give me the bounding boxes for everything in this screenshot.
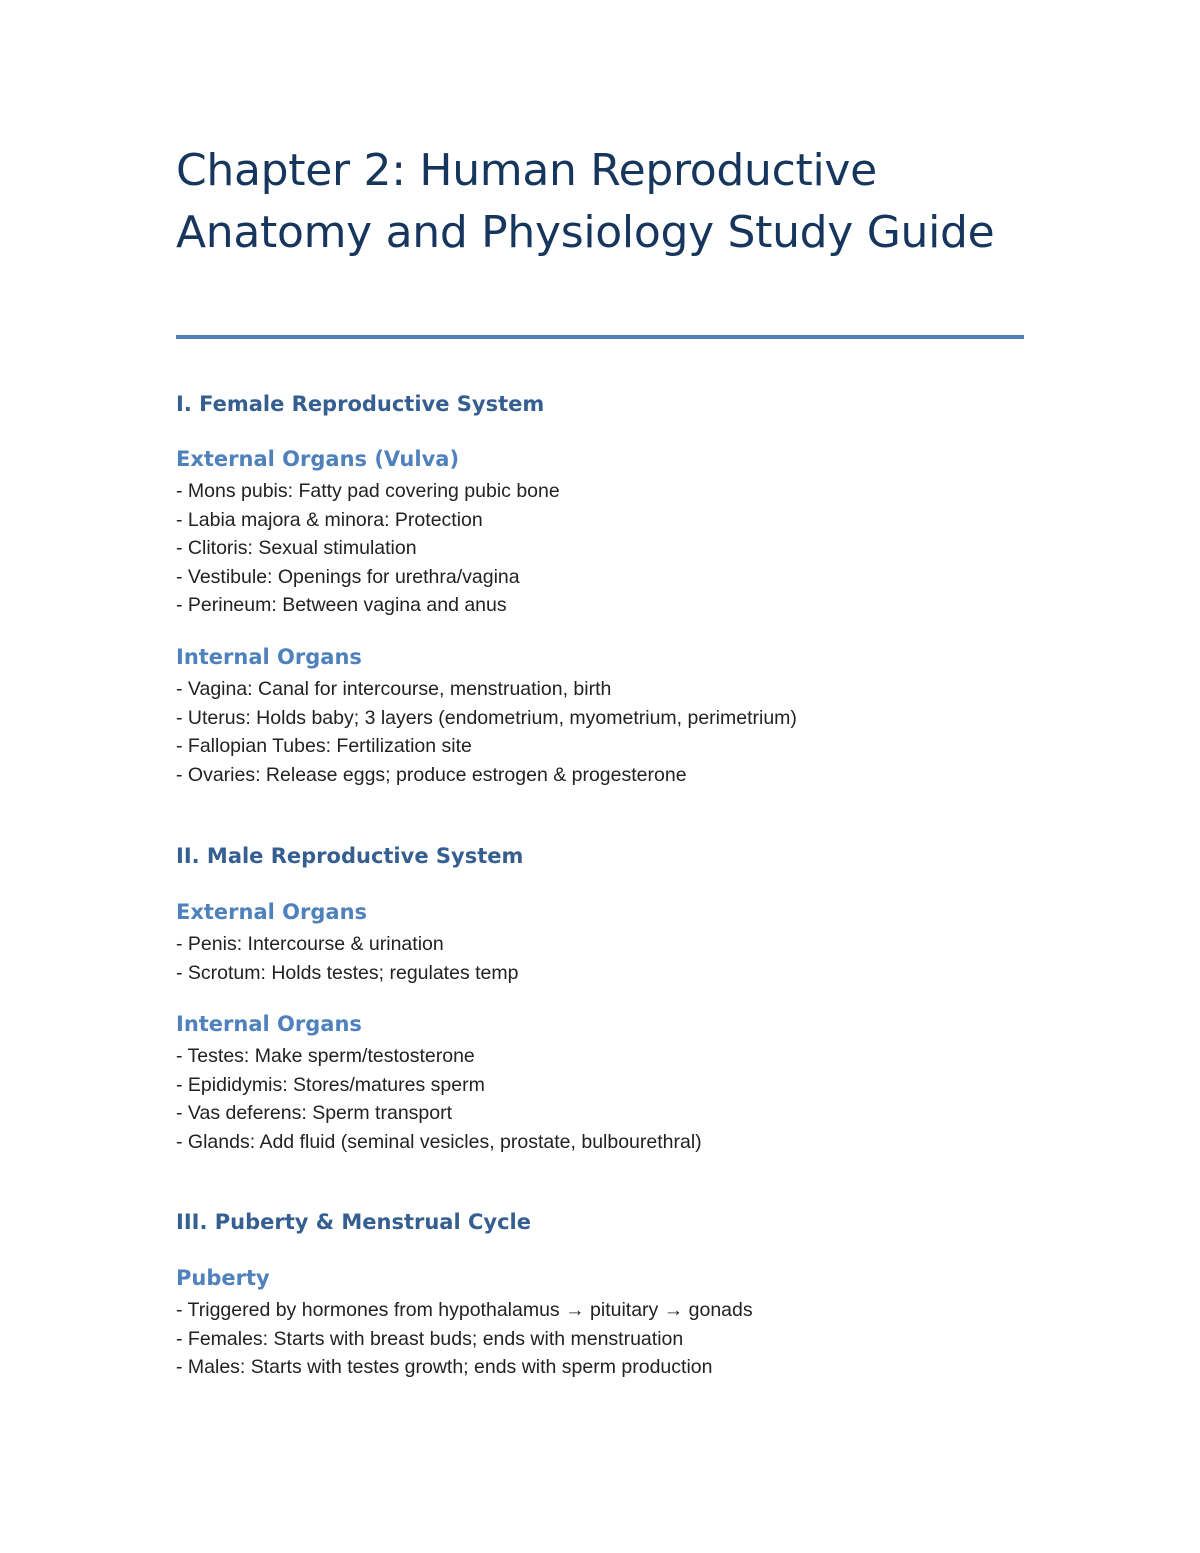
list-item: - Labia majora & minora: Protection — [176, 508, 483, 531]
section-heading-puberty: III. Puberty & Menstrual Cycle — [176, 1210, 531, 1234]
list-item: - Testes: Make sperm/testosterone — [176, 1045, 475, 1067]
list-item: - Penis: Intercourse & urination — [176, 933, 444, 955]
list-item: - Males: Starts with testes growth; ends with sperm production — [176, 1356, 713, 1379]
subheading-male-internal: Internal Organs — [176, 1012, 362, 1036]
list-item: - Scrotum: Holds testes; regulates temp — [176, 961, 519, 984]
subheading-puberty: Puberty — [176, 1266, 270, 1290]
list-item: - Vestibule: Openings for urethra/vagina — [176, 565, 520, 588]
title-underline — [176, 335, 1024, 339]
list-item: - Epididymis: Stores/matures sperm — [176, 1073, 485, 1096]
subheading-female-external: External Organs (Vulva) — [176, 447, 460, 471]
list-item: - Perineum: Between vagina and anus — [176, 594, 507, 617]
list-puberty — [176, 1296, 753, 1382]
list-item: - Mons pubis: Fatty pad covering pubic bone — [176, 480, 560, 502]
subheading-male-external: External Organs — [176, 900, 368, 924]
list-item: - Fallopian Tubes: Fertilization site — [176, 735, 472, 758]
list-male-internal — [176, 1042, 702, 1156]
list-item: - Uterus: Holds baby; 3 layers (endometrium, myometrium, perimetrium) — [176, 706, 797, 729]
section-heading-male: II. Male Reproductive System — [176, 844, 524, 868]
list-female-external — [176, 477, 560, 620]
list-female-internal — [176, 675, 797, 789]
list-item: - Ovaries: Release eggs; produce estrogen & progesterone — [176, 763, 687, 786]
list-item: - Females: Starts with breast buds; ends with menstruation — [176, 1327, 684, 1350]
list-item: - Clitoris: Sexual stimulation — [176, 537, 417, 560]
page-title: Chapter 2: Human Reproductive Anatomy and Physiology Study Guide — [176, 145, 995, 258]
subheading-female-internal: Internal Organs — [176, 645, 362, 669]
list-male-external — [176, 930, 518, 987]
list-item: - Vagina: Canal for intercourse, menstruation, birth — [176, 678, 612, 700]
list-item: - Vas deferens: Sperm transport — [176, 1102, 453, 1125]
list-item: - Triggered by hormones from hypothalamus → pituitary → gonads — [176, 1299, 753, 1321]
list-item: - Glands: Add fluid (seminal vesicles, prostate, bulbourethral) — [176, 1130, 702, 1153]
section-heading-female: I. Female Reproductive System — [176, 392, 545, 416]
